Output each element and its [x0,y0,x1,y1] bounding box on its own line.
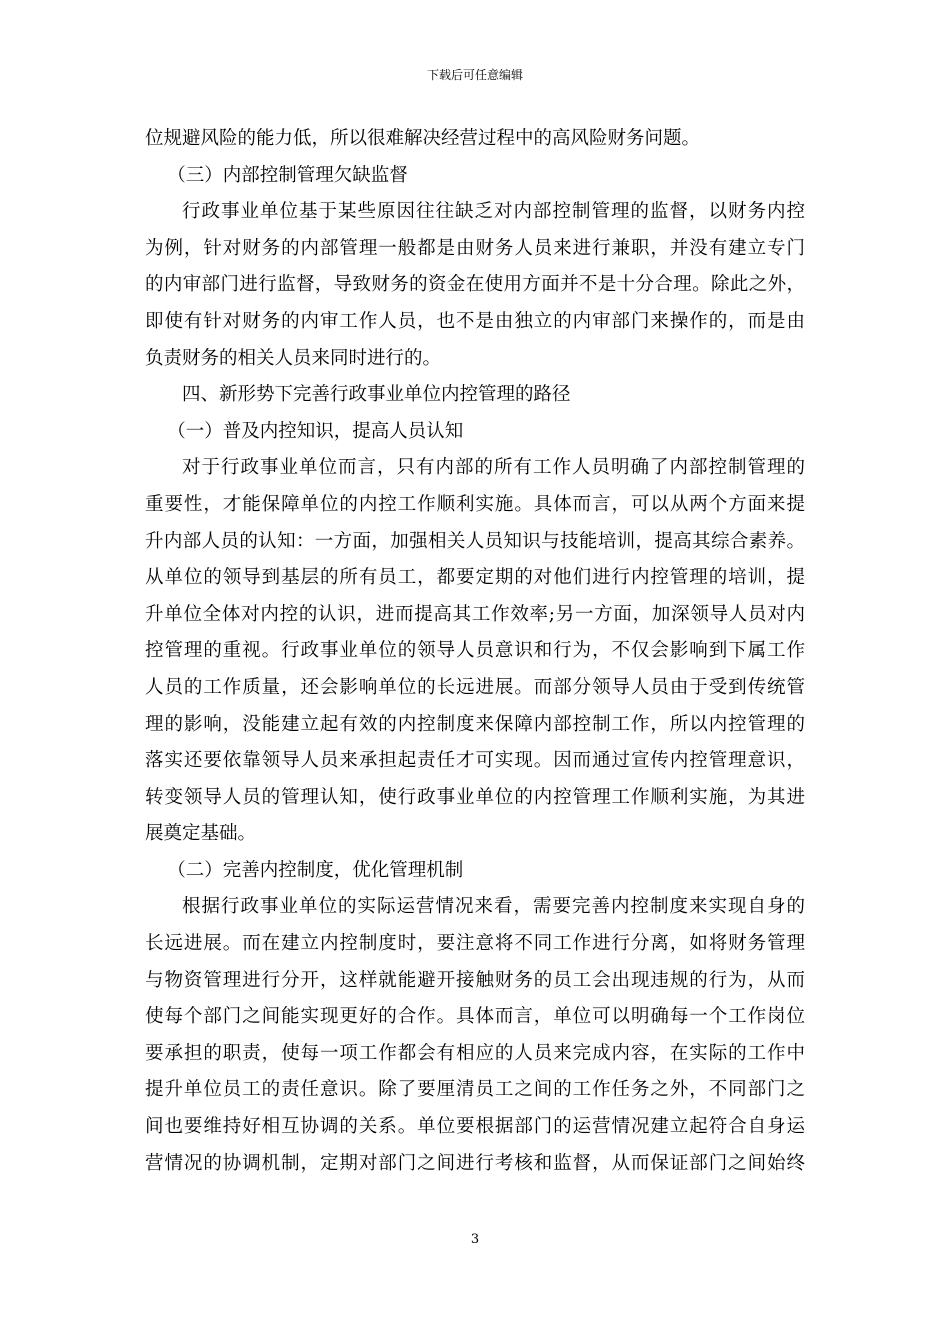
section-heading: 四、新形势下完善行政事业单位内控管理的路径 [182,384,571,406]
text-line: 间也要维持好相互协调的关系。单位要根据部门的运营情况建立起符合自身运 [145,1116,805,1138]
text-line: 与物资管理进行分开，这样就能避开接触财务的员工会出现违规的行为，从而 [145,969,805,991]
section-heading: （三）内部控制管理欠缺监督 [167,164,408,186]
text-line: 升单位全体对内控的认识，进而提高其工作效率;另一方面，加深领导人员对内 [145,603,805,625]
text-line: 营情况的协调机制，定期对部门之间进行考核和监督，从而保证部门之间始终 [145,1152,805,1174]
text-line: 展奠定基础。 [145,823,257,845]
text-line: 根据行政事业单位的实际运营情况来看，需要完善内控制度来实现自身的 [182,896,805,918]
text-line: 为例，针对财务的内部管理一般都是由财务人员来进行兼职，并没有建立专门 [145,237,805,259]
text-line: 升内部人员的认知：一方面，加强相关人员知识与技能培训，提高其综合素养。 [145,530,805,552]
text-line: 长远进展。而在建立内控制度时，要注意将不同工作进行分离，如将财务管理 [145,933,805,955]
text-line: 行政事业单位基于某些原因往往缺乏对内部控制管理的监督，以财务内控 [182,201,805,223]
text-line: 使每个部门之间能实现更好的合作。具体而言，单位可以明确每一个工作岗位 [145,1006,805,1028]
text-line: 控管理的重视。行政事业单位的领导人员意识和行为，不仅会影响到下属工作 [145,640,805,662]
text-line: 落实还要依靠领导人员来承担起责任才可实现。因而通过宣传内控管理意识， [145,750,805,772]
text-line: 的内审部门进行监督，导致财务的资金在使用方面并不是十分合理。除此之外， [145,274,805,296]
page-number: 3 [470,1232,480,1247]
text-line: 人员的工作质量，还会影响单位的长远进展。而部分领导人员由于受到传统管 [145,676,805,698]
text-line: 要承担的职责，使每一项工作都会有相应的人员来完成内容，在实际的工作中 [145,1042,805,1064]
text-line: 从单位的领导到基层的所有员工，都要定期的对他们进行内控管理的培训，提 [145,567,805,589]
text-line: 对于行政事业单位而言，只有内部的所有工作人员明确了内部控制管理的 [182,457,805,479]
document-body [145,121,805,1182]
text-line: 即使有针对财务的内审工作人员，也不是由独立的内审部门来操作的，而是由 [145,310,805,332]
text-line: 提升单位员工的责任意识。除了要厘清员工之间的工作任务之外，不同部门之 [145,1079,805,1101]
text-line: 重要性，才能保障单位的内控工作顺利实施。具体而言，可以从两个方面来提 [145,493,805,515]
text-line: 转变领导人员的管理认知，使行政事业单位的内控管理工作顺利实施，为其进 [145,786,805,808]
section-heading: （一）普及内控知识，提高人员认知 [167,420,464,442]
text-line: 负责财务的相关人员来同时进行的。 [145,347,442,369]
page-header: 下载后可任意编辑 [426,68,523,82]
text-line: 位规避风险的能力低，所以很难解决经营过程中的高风险财务问题。 [145,128,701,149]
section-heading: （二）完善内控制度，优化管理机制 [167,859,464,881]
text-line: 理的影响，没能建立起有效的内控制度来保障内部控制工作，所以内控管理的 [145,713,805,735]
